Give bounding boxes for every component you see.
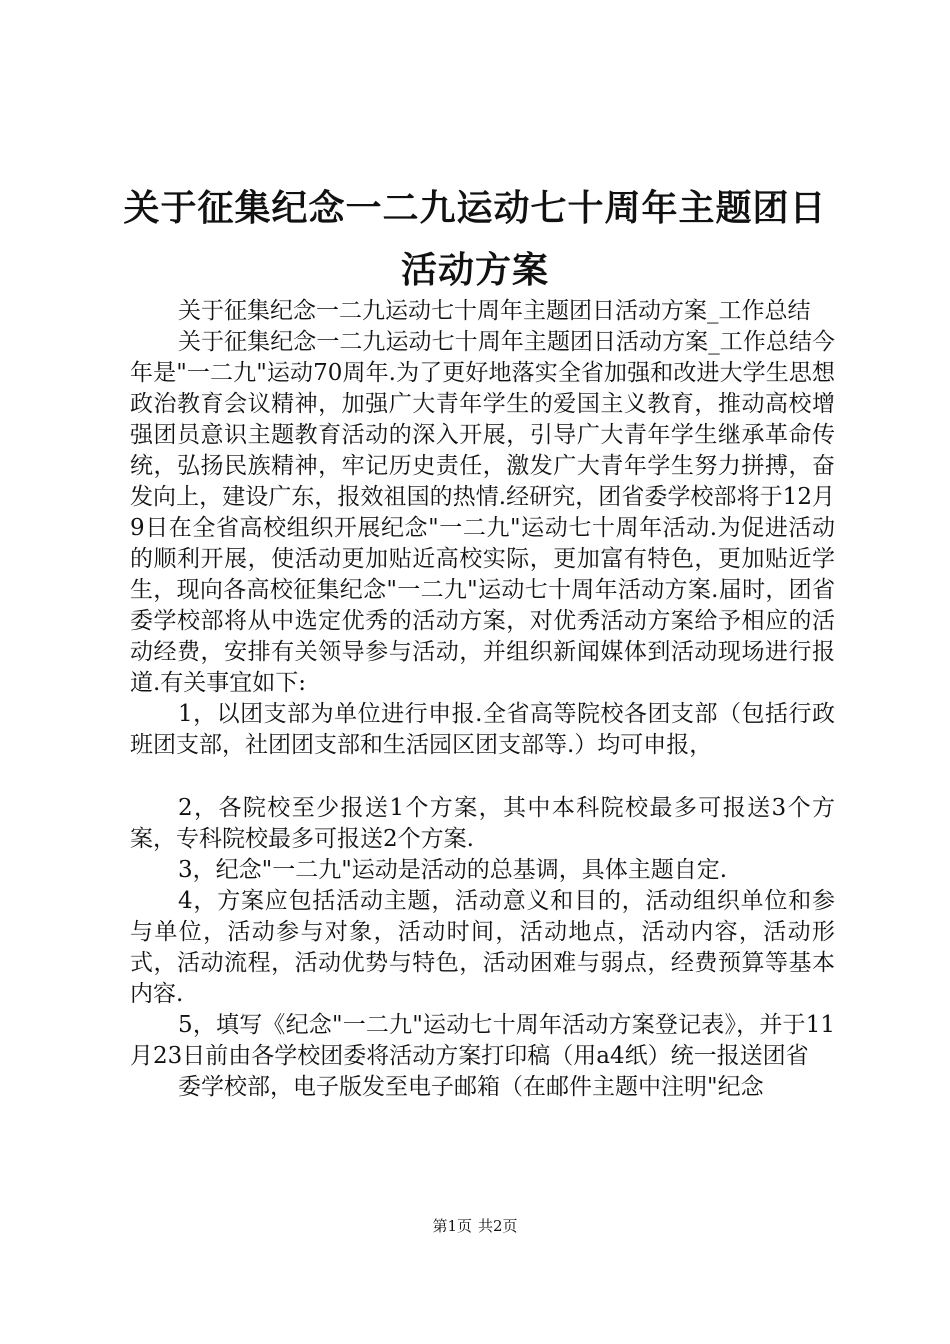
paragraph-item-5-continued: 委学校部，电子版发至电子邮箱（在邮件主题中注明"纪念: [178, 1074, 764, 1100]
page-footer: [0, 1216, 950, 1236]
document-title: 关于征集纪念一二九运动七十周年主题团日活动方案: [123, 188, 827, 291]
document-body: [130, 296, 835, 1103]
paragraph-item-5: 5，填写《纪念"一二九"运动七十周年活动方案登记表》，并于11月23日前由各学校团委将活动方案打印稿（用a4纸）统一报送团省: [130, 1012, 835, 1069]
paragraph-subtitle: 关于征集纪念一二九运动七十周年主题团日活动方案_工作总结: [178, 298, 811, 324]
paragraph-intro: 关于征集纪念一二九运动七十周年主题团日活动方案_工作总结今年是"一二九"运动70周年.为了更好地落实全省加强和改进大学生思想政治教育会议精神，加强广大青年学生的爱国主义教育，推动高校增强团员意识主题教育活动的深入开展，引导广大青年学生继承革命传统，弘扬民族精神，牢记历史责任，激发广大青年学生努力拼搏，奋发向上，建设广东，报效祖国的热情.经研究，团省委学校部将于12月9日在全省高校组织开展纪念"一二九"运动七十周年活动.为促进活动的顺利开展，使活动更加贴近高校实际，更加富有特色，更加贴近学生，现向各高校征集纪念"一二九"运动七十周年活动方案.届时，团省委学校部将从中选定优秀的活动方案，对优秀活动方案给予相应的活动经费，安排有关领导参与活动，并组织新闻媒体到活动现场进行报道.有关事宜如下:: [130, 329, 835, 696]
page-number: 第1页: [432, 1217, 472, 1235]
page-total: 共2页: [478, 1217, 518, 1235]
paragraph-gap: [130, 761, 835, 793]
paragraph-item-1: 1，以团支部为单位进行申报.全省高等院校各团支部（包括行政班团支部，社团团支部和生活园区团支部等.）均可申报，: [130, 701, 835, 758]
paragraph-item-2: 2，各院校至少报送1个方案，其中本科院校最多可报送3个方案，专科院校最多可报送2个方案.: [130, 795, 835, 852]
paragraph-item-3: 3，纪念"一二九"运动是活动的总基调，具体主题自定.: [178, 857, 728, 883]
paragraph-item-4: 4，方案应包括活动主题，活动意义和目的，活动组织单位和参与单位，活动参与对象，活动时间，活动地点，活动内容，活动形式，活动流程，活动优势与特色，活动困难与弱点，经费预算等基本内容.: [130, 888, 835, 1007]
